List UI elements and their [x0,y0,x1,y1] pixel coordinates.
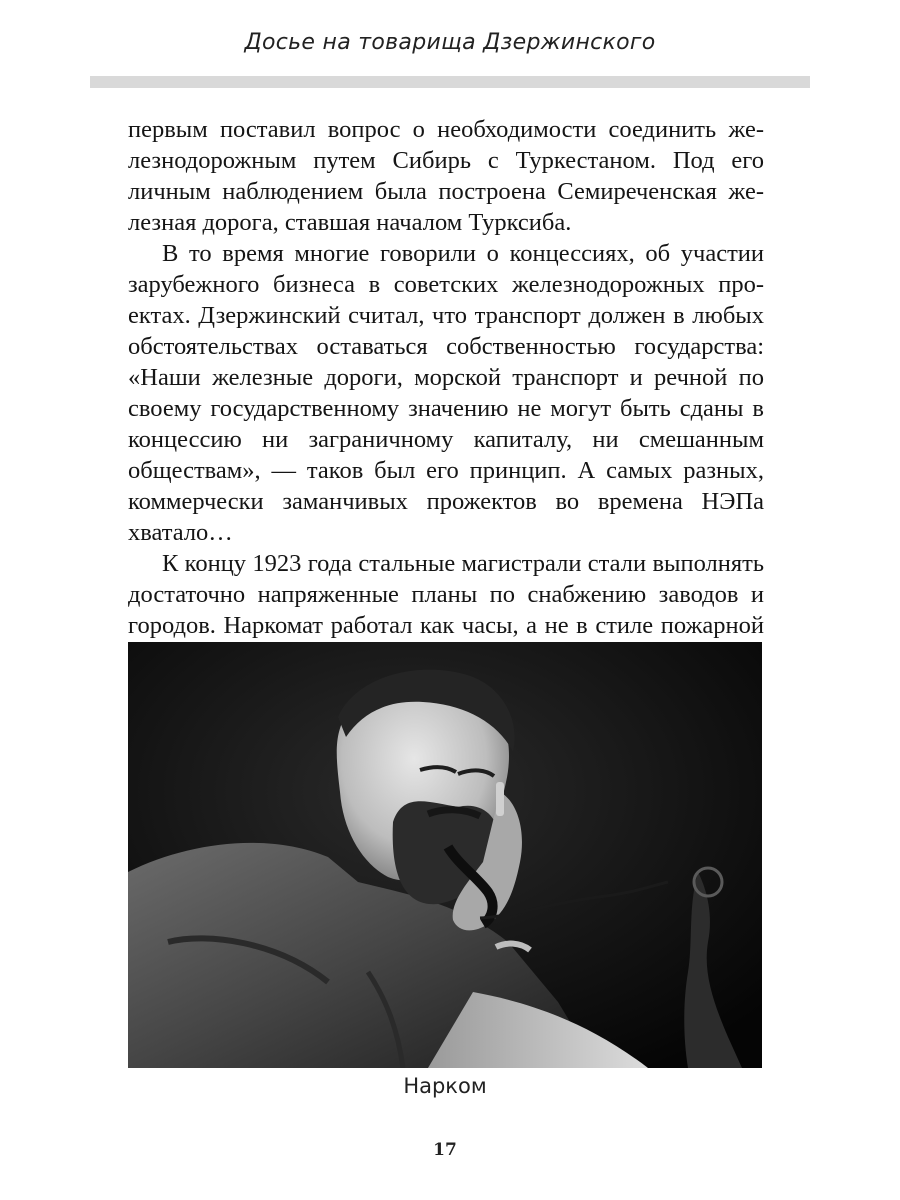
body-text [128,114,764,672]
paragraph-3: К концу 1923 года стальные магистрали стали выполнять достаточно напряженные планы по снабжению заводов и городов. Наркомат работал как часы, а не в стиле пожарной [128,550,764,639]
header-rule [90,76,810,88]
running-title: Досье на товарища Дзержинского [244,30,656,55]
portrait-photo [128,642,762,1068]
page-number: 17 [433,1140,457,1160]
paragraph-1: первым поставил вопрос о необходимости соединить железнодорожным путем Сибирь с Туркестаном. Под его личным наблюдением была построена Семиреченская железная дорога, ставшая началом Турксиба. [128,116,764,236]
telephone-receiver [496,782,504,816]
portrait-photo-drawing [128,642,762,1068]
photo-caption: Нарком [403,1074,487,1098]
paragraph-2: В то время многие говорили о концессиях, об участии зарубежного бизнеса в советских железнодорожных проектах. Дзержинский считал, что транспорт должен в любых обстоятельствах оставаться собственностью государства: «Наши железные дороги, морской транспорт и речной по своему государственному значению не могут быть сданы в концессию ни заграничному капиталу, ни смешанным обществам», — таков был его принцип. А самых разных, коммерчески заманчивых прожектов во времена НЭПа хватало… [128,240,764,546]
